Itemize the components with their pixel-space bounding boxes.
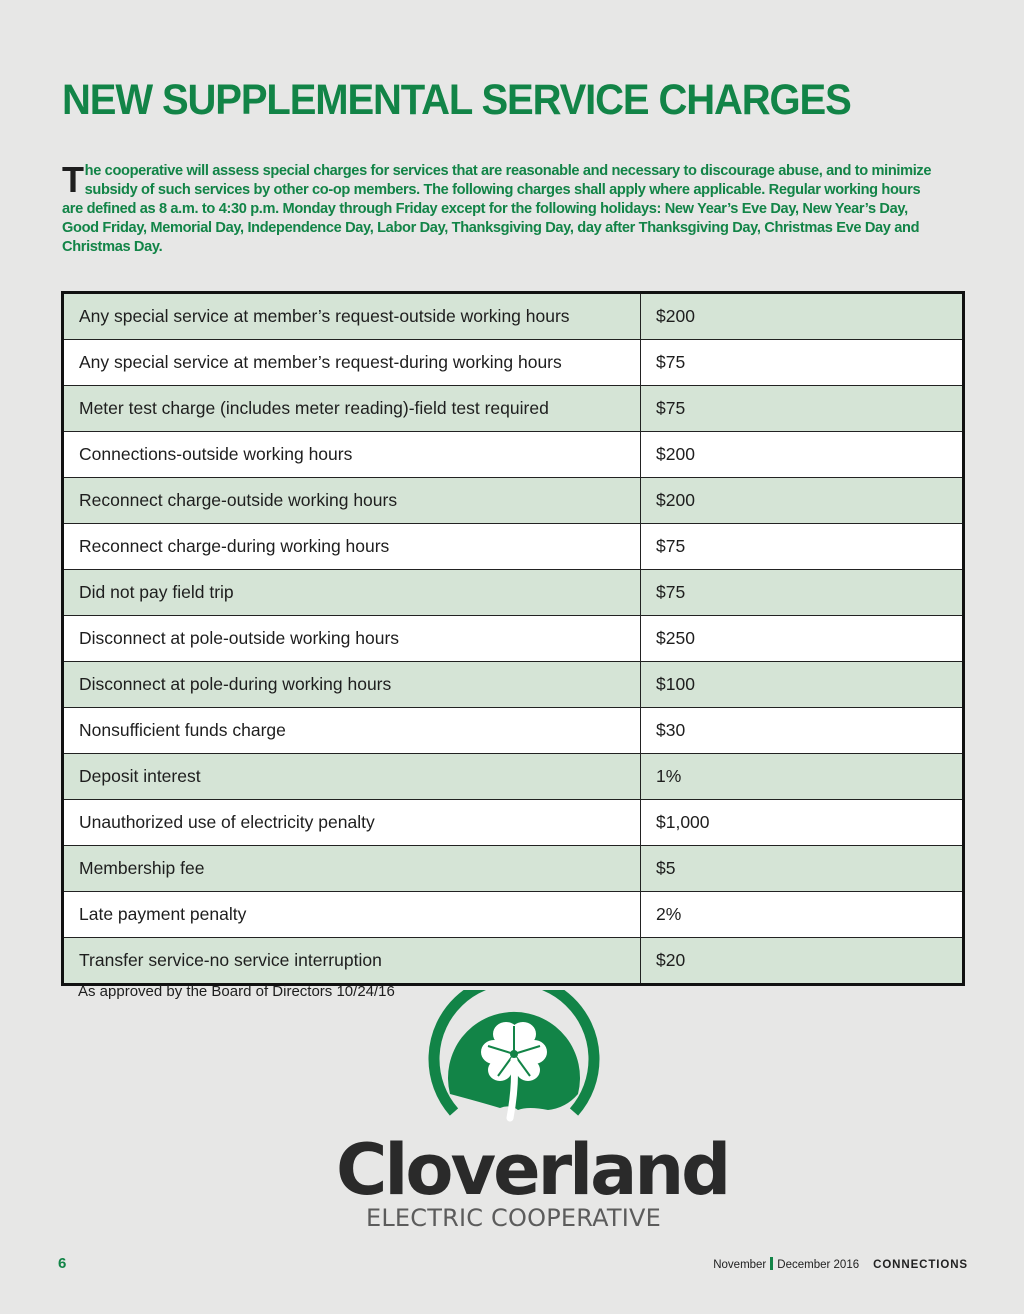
intro-text: he cooperative will assess special charges for services that are reasonable and necessary to discourage abuse, and to minimize subsidy of such services by other co-op members. The following charges shall apply where applicable. Regular working hours are defined as 8 a.m. to 4:30 p.m. Monday through Friday except for the following holidays: New Year’s Eve Day, New Year’s Day, Good Friday, Memorial Day, Independence Day, Labor Day, Thanksgiving Day, day after Thanksgiving Day, Christmas Eve Day and Christmas Day. <box>62 163 932 255</box>
table-row <box>63 846 964 892</box>
table-row <box>63 432 964 478</box>
publication-name: CONNECTIONS <box>873 1259 968 1271</box>
service-cell: Meter test charge (includes meter reading)-field test required <box>63 386 641 432</box>
charge-cell: $75 <box>641 386 964 432</box>
charges-table <box>61 291 965 986</box>
service-cell: Reconnect charge-outside working hours <box>63 478 641 524</box>
service-cell: Deposit interest <box>63 754 641 800</box>
issue-footer <box>713 1257 968 1271</box>
service-cell: Membership fee <box>63 846 641 892</box>
charge-cell: $20 <box>641 938 964 985</box>
charge-cell: $200 <box>641 432 964 478</box>
charge-cell: $30 <box>641 708 964 754</box>
table-row <box>63 478 964 524</box>
charge-cell: $100 <box>641 662 964 708</box>
page-title: NEW SUPPLEMENTAL SERVICE CHARGES <box>62 76 851 124</box>
issue-month-end: December 2016 <box>777 1259 860 1271</box>
service-cell: Transfer service-no service interruption <box>63 938 641 985</box>
service-cell: Disconnect at pole-during working hours <box>63 662 641 708</box>
drop-cap: T <box>62 159 84 200</box>
service-cell: Reconnect charge-during working hours <box>63 524 641 570</box>
table-row <box>63 340 964 386</box>
charge-cell: $200 <box>641 293 964 340</box>
charge-cell: 1% <box>641 754 964 800</box>
page-number: 6 <box>58 1255 67 1272</box>
footer-divider <box>770 1257 773 1270</box>
table-row <box>63 708 964 754</box>
service-cell: Late payment penalty <box>63 892 641 938</box>
table-row <box>63 754 964 800</box>
intro-paragraph <box>62 159 942 257</box>
service-cell: Did not pay field trip <box>63 570 641 616</box>
charge-cell: $250 <box>641 616 964 662</box>
table-row <box>63 662 964 708</box>
table-row <box>63 293 964 340</box>
service-cell: Disconnect at pole-outside working hours <box>63 616 641 662</box>
logo-wordmark: Cloverland <box>336 1129 729 1211</box>
charge-cell: $200 <box>641 478 964 524</box>
logo-subtitle: ELECTRIC COOPERATIVE <box>366 1204 662 1232</box>
charge-cell: $75 <box>641 524 964 570</box>
service-cell: Connections-outside working hours <box>63 432 641 478</box>
table-row <box>63 570 964 616</box>
table-row <box>63 938 964 985</box>
four-leaf-clover-icon <box>428 990 600 1136</box>
charge-cell: 2% <box>641 892 964 938</box>
service-cell: Any special service at member’s request-outside working hours <box>63 293 641 340</box>
charge-cell: $75 <box>641 340 964 386</box>
approval-footnote: As approved by the Board of Directors 10/24/16 <box>78 983 395 1000</box>
service-cell: Unauthorized use of electricity penalty <box>63 800 641 846</box>
charge-cell: $5 <box>641 846 964 892</box>
charge-cell: $75 <box>641 570 964 616</box>
table-row <box>63 800 964 846</box>
service-cell: Nonsufficient funds charge <box>63 708 641 754</box>
service-cell: Any special service at member’s request-during working hours <box>63 340 641 386</box>
table-row <box>63 892 964 938</box>
table-row <box>63 386 964 432</box>
issue-month-start: November <box>713 1259 767 1271</box>
table-row <box>63 616 964 662</box>
charge-cell: $1,000 <box>641 800 964 846</box>
table-row <box>63 524 964 570</box>
